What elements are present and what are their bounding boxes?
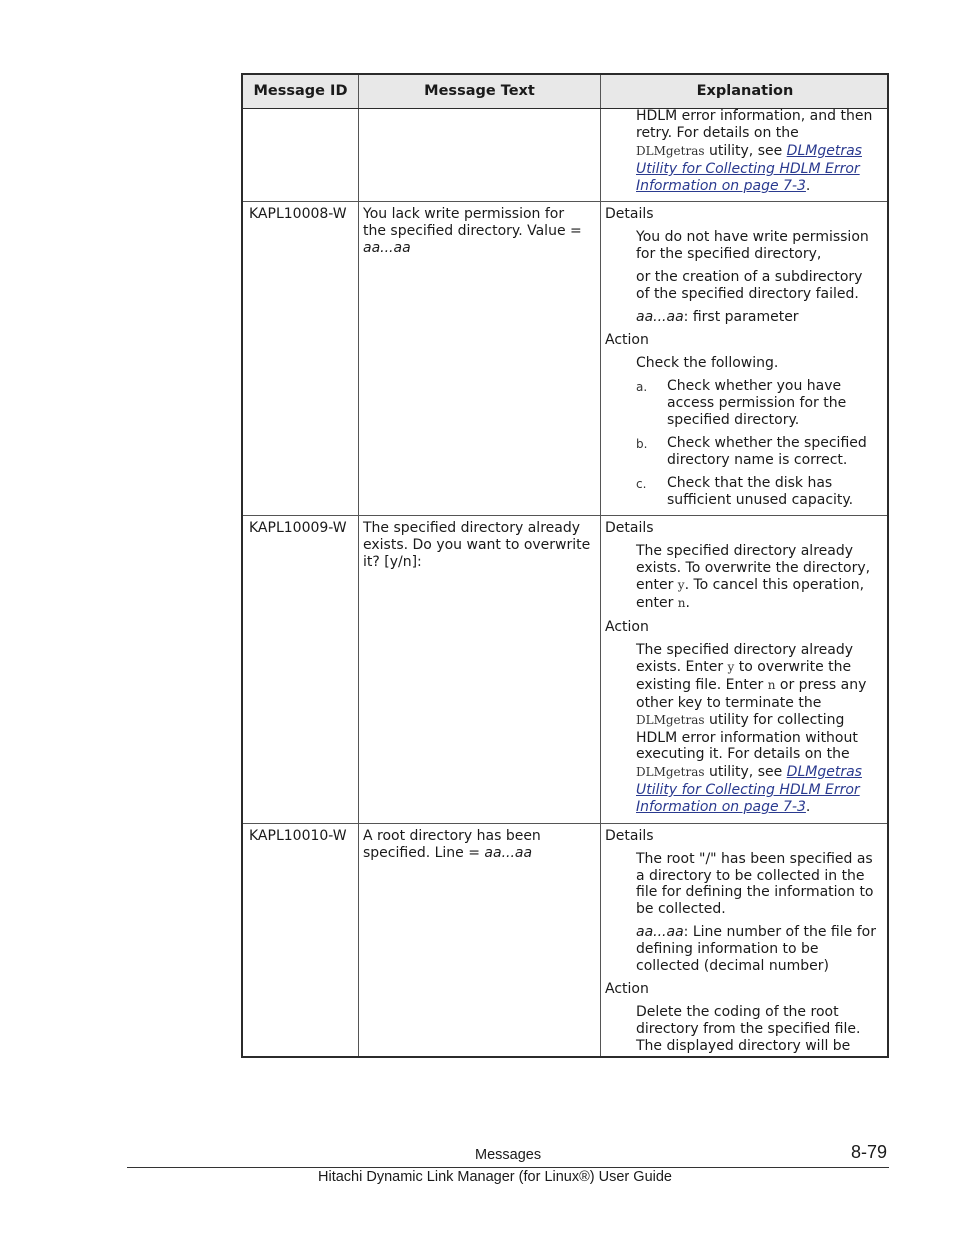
footer-section: Messages: [475, 1147, 542, 1163]
explanation-line: HDLM error information without: [636, 730, 858, 746]
list-item-line: directory name is correct.: [667, 452, 848, 468]
header-message-text: Message Text: [424, 83, 535, 99]
explanation-line: collected (decimal number): [636, 958, 829, 974]
code-text: n: [677, 596, 686, 610]
list-item-line: sufficient unused capacity.: [667, 492, 854, 508]
message-text-line: aa...aa: [363, 240, 411, 256]
link-dlmgetras[interactable]: DLMgetras: [786, 764, 862, 780]
explanation-line: a directory to be collected in the: [636, 868, 865, 884]
code-text: y: [727, 660, 735, 674]
list-item-line: Check whether the specified: [667, 435, 867, 451]
param-name: aa...aa: [636, 309, 684, 325]
code-text: y: [677, 578, 685, 592]
header-message-id: Message ID: [253, 83, 348, 99]
explanation-line: [636, 595, 690, 612]
explanation-text: utility for collecting: [704, 712, 845, 728]
details-heading: Details: [605, 520, 654, 536]
list-item-line: specified directory.: [667, 412, 800, 428]
column-divider: [358, 75, 359, 1056]
link-dlmgetras-cont[interactable]: Utility for Collecting HDLM Error: [636, 782, 860, 798]
explanation-line: of the specified directory failed.: [636, 286, 859, 302]
details-heading: Details: [605, 828, 654, 844]
explanation-line: [636, 178, 810, 195]
explanation-line: [636, 712, 844, 729]
explanation-text: . To cancel this operation,: [684, 577, 865, 593]
message-text: specified. Line =: [363, 845, 485, 861]
footer-book-title: Hitachi Dynamic Link Manager (for Linux®) User Guide: [318, 1169, 672, 1185]
explanation-line: be collected.: [636, 901, 726, 917]
explanation-line: [636, 924, 876, 941]
explanation-line: [636, 799, 810, 816]
param-name: aa...aa: [636, 924, 684, 940]
explanation-text: : Line number of the file for: [683, 924, 876, 940]
column-divider: [600, 75, 601, 1056]
period: .: [805, 178, 811, 194]
explanation-text: to overwrite the: [734, 659, 852, 675]
list-item-line: access permission for the: [667, 395, 847, 411]
explanation-text: exists. Enter: [636, 659, 728, 675]
period: .: [805, 799, 811, 815]
link-dlmgetras-cont[interactable]: Utility for Collecting HDLM Error: [636, 161, 860, 177]
explanation-line: The displayed directory will be: [636, 1038, 851, 1054]
message-text-line: the specified directory. Value =: [363, 223, 582, 239]
list-marker: a.: [636, 380, 648, 394]
param-name: aa...aa: [484, 845, 533, 861]
list-item-line: Check that the disk has: [667, 475, 833, 491]
list-marker: c.: [636, 477, 647, 491]
explanation-line: for the specified directory,: [636, 246, 822, 262]
message-id: KAPL10010-W: [249, 828, 347, 844]
code-text: DLMgetras: [636, 765, 705, 779]
message-text-line: A root directory has been: [363, 828, 541, 844]
explanation-text: existing file. Enter: [636, 677, 768, 693]
explanation-text: enter: [636, 595, 678, 611]
message-text-line: The specified directory already: [363, 520, 580, 536]
explanation-line: [636, 143, 862, 160]
explanation-text: or press any: [775, 677, 867, 693]
explanation-line: The specified directory already: [636, 642, 853, 658]
action-heading: Action: [605, 332, 649, 348]
explanation-line: Delete the coding of the root: [636, 1004, 839, 1020]
explanation-text: .: [685, 595, 690, 611]
explanation-line: [636, 677, 866, 694]
explanation-line: directory from the specified file.: [636, 1021, 861, 1037]
footer-rule: [127, 1167, 889, 1168]
message-id: KAPL10008-W: [249, 206, 347, 222]
explanation-line: or the creation of a subdirectory: [636, 269, 863, 285]
explanation-line: [636, 659, 851, 676]
code-text: n: [767, 678, 776, 692]
details-heading: Details: [605, 206, 654, 222]
explanation-line: [636, 161, 860, 178]
explanation-text: enter: [636, 577, 678, 593]
message-text-line: [363, 845, 532, 862]
page-number: 8-79: [851, 1142, 888, 1162]
row-divider: [243, 201, 887, 202]
message-text-line: You lack write permission for: [363, 206, 565, 222]
explanation-text: utility, see: [704, 143, 787, 159]
action-heading: Action: [605, 981, 649, 997]
header-explanation: Explanation: [696, 83, 794, 99]
message-text-line: it? [y/n]:: [363, 554, 422, 570]
explanation-text: : first parameter: [683, 309, 799, 325]
explanation-line: retry. For details on the: [636, 125, 799, 141]
explanation-line: The root "/" has been specified as: [636, 851, 873, 867]
code-text: DLMgetras: [636, 713, 705, 727]
explanation-line: exists. To overwrite the directory,: [636, 560, 871, 576]
list-marker: b.: [636, 437, 648, 451]
explanation-line: executing it. For details on the: [636, 746, 850, 762]
explanation-line: Check the following.: [636, 355, 779, 371]
explanation-text: utility, see: [704, 764, 787, 780]
explanation-line: HDLM error information, and then: [636, 108, 873, 124]
table-header: [243, 75, 887, 108]
message-id: KAPL10009-W: [249, 520, 347, 536]
link-page-ref[interactable]: Information on page 7-3: [636, 178, 806, 194]
explanation-line: other key to terminate the: [636, 695, 822, 711]
list-item-line: Check whether you have: [667, 378, 842, 394]
explanation-line: The specified directory already: [636, 543, 853, 559]
action-heading: Action: [605, 619, 649, 635]
row-divider: [243, 515, 887, 516]
message-text-line: exists. Do you want to overwrite: [363, 537, 591, 553]
explanation-line: [636, 764, 862, 781]
link-dlmgetras[interactable]: DLMgetras: [786, 143, 862, 159]
explanation-line: defining information to be: [636, 941, 819, 957]
code-text: DLMgetras: [636, 144, 705, 158]
explanation-line: [636, 577, 864, 594]
row-divider: [243, 823, 887, 824]
explanation-line: file for defining the information to: [636, 884, 874, 900]
explanation-line: You do not have write permission: [636, 229, 869, 245]
explanation-line: [636, 309, 799, 326]
explanation-line: [636, 782, 860, 799]
link-page-ref[interactable]: Information on page 7-3: [636, 799, 806, 815]
